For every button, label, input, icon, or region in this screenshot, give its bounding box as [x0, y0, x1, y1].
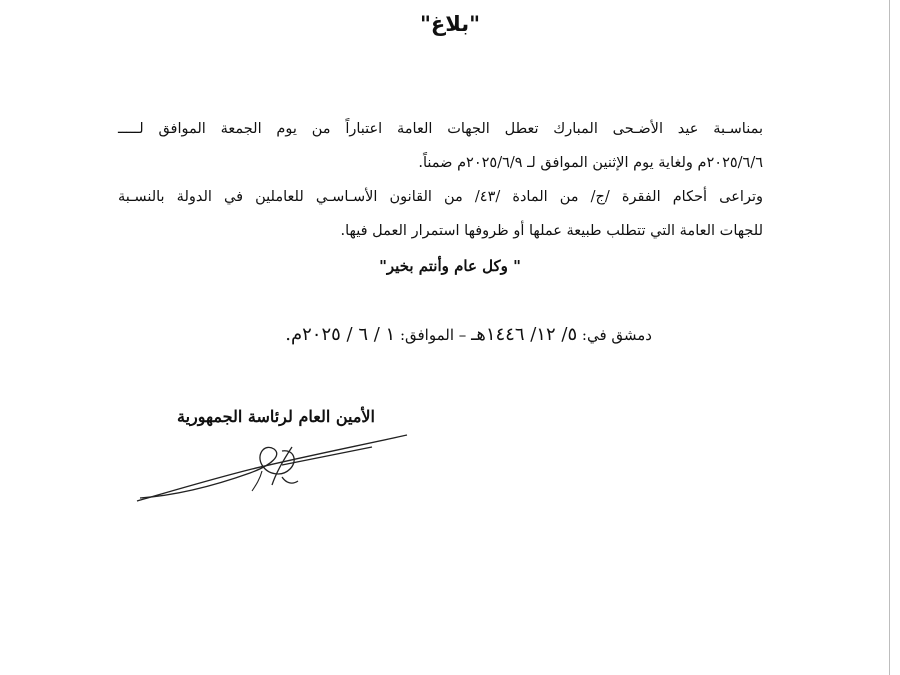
signatory-title: الأمين العام لرئاسة الجمهورية	[177, 407, 375, 426]
date-separator: – الموافق:	[399, 326, 467, 344]
paragraph-line-4: للجهات العامة التي تتطلب طبيعة عملها أو ظروفها استمرار العمل فيها.	[340, 223, 763, 239]
paragraph-line-2: ٢٠٢٥/٦/٦م ولغاية يوم الإثنين الموافق لـ ٢٠٢٥/٦/٩م ضمناً.	[418, 155, 763, 171]
paragraph-line-1: بمناسـبة عيد الأضـحى المبارك تعطل الجهات العامة اعتباراً من يوم الجمعة الموافق لـــــ	[118, 121, 763, 137]
date-line	[285, 324, 652, 345]
paragraph-line-3: وتراعى أحكام الفقرة /ج/ من المادة /٤٣/ من القانون الأسـاسـي للعاملين في الدولة بالنسـبة	[118, 189, 763, 205]
document-title: "بلاغ"	[419, 12, 481, 36]
date-label: دمشق في:	[581, 326, 652, 344]
announcement-body	[118, 112, 763, 248]
blessing-line: " وكل عام وأنتم بخير"	[379, 257, 521, 275]
signature-image	[132, 425, 422, 510]
gregorian-date: ١ / ٦ / ٢٠٢٥م.	[285, 324, 396, 345]
page-edge-line	[889, 0, 890, 675]
hijri-date: ٥/ ١٢/ ١٤٤٦هـ	[471, 324, 578, 345]
